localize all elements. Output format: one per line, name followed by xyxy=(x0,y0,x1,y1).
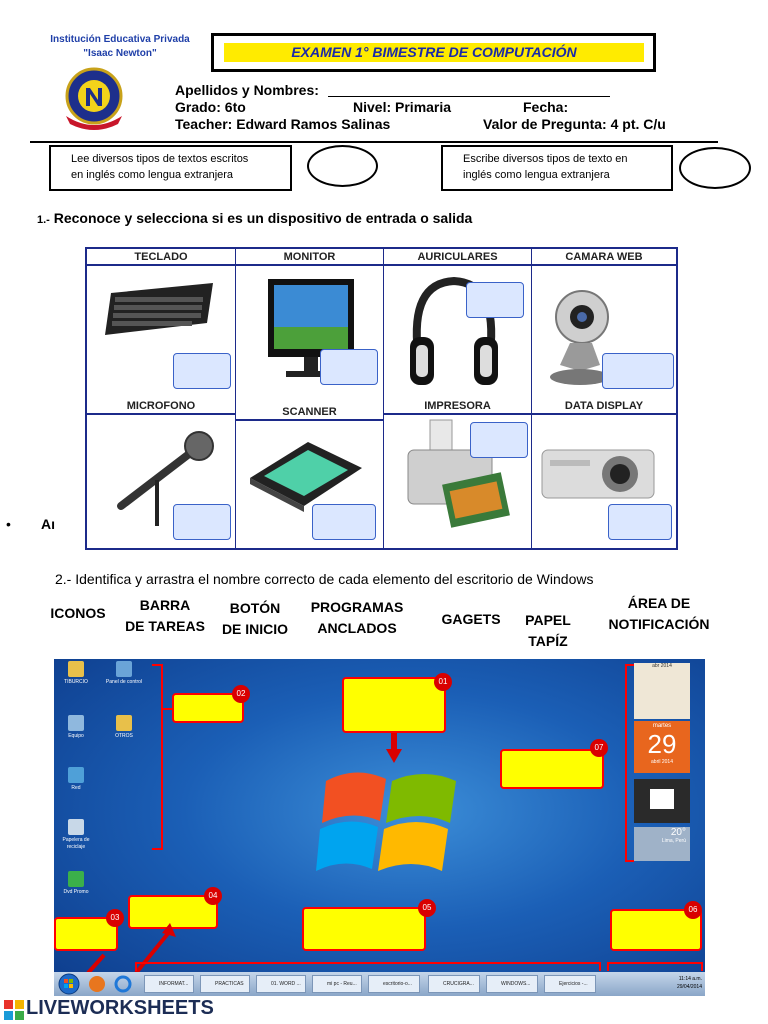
exam-title: EXAMEN 1° BIMESTRE DE COMPUTACIÓN xyxy=(224,43,644,62)
device-cell-keyboard: TECLADO xyxy=(87,249,235,398)
bracket-icons xyxy=(148,663,178,853)
question-2: 2.- Identifica y arrastra el nombre correcto de cada elemento del escritorio de Windows xyxy=(55,571,594,587)
bullet-text: Aı xyxy=(41,516,55,532)
desktop-icon-dvd[interactable]: Dvd Promo xyxy=(56,871,96,896)
weather-gadget[interactable]: 20° Lima, Perú xyxy=(634,827,690,861)
liveworksheets-brand: LIVEWORKSHEETS xyxy=(26,997,214,1019)
device-cell-headphones: AURICULARES xyxy=(383,249,531,398)
score-oval-1[interactable] xyxy=(307,145,378,187)
question-1: 1.- Reconoce y selecciona si es un dispositivo de entrada o salida xyxy=(37,210,473,226)
badge-05: 05 xyxy=(418,899,436,917)
badge-06: 06 xyxy=(684,901,702,919)
criterion-box-2: Escribe diversos tipos de texto en inglés como lengua extranjera xyxy=(441,145,673,191)
answer-box-keyboard[interactable] xyxy=(173,353,231,389)
school-logo xyxy=(62,66,126,134)
scanner-image xyxy=(244,432,366,512)
drop-box-07[interactable] xyxy=(500,749,604,789)
device-cell-monitor: MONITOR xyxy=(235,249,383,398)
exam-title-box xyxy=(211,33,656,72)
projector-image xyxy=(538,440,662,506)
score-oval-2[interactable] xyxy=(679,147,751,189)
recycle-bin-icon xyxy=(68,819,84,835)
answer-box-microphone[interactable] xyxy=(173,504,231,540)
network-icon xyxy=(68,767,84,783)
word-papel-tapiz[interactable]: PAPEL TAPÍZ xyxy=(525,612,571,649)
device-cell-microphone: MICROFONO xyxy=(87,398,235,548)
level-label: Nivel: Primaria xyxy=(353,99,452,115)
word-area-de-notificacion[interactable]: ÁREA DE NOTIFICACIÓN xyxy=(608,595,710,632)
word-iconos[interactable]: ICONOS xyxy=(50,605,106,621)
grade-label: Grado: 6to xyxy=(175,99,246,115)
folder-icon xyxy=(116,715,132,731)
badge-03: 03 xyxy=(106,909,124,927)
computer-icon xyxy=(68,715,84,731)
date-gadget[interactable]: martes 29 abril 2014 xyxy=(634,721,690,773)
calendar-gadget[interactable]: abr 2014 xyxy=(634,663,690,719)
word-programas-anclados[interactable]: PROGRAMAS ANCLADOS xyxy=(310,599,404,636)
taskbar-item-8[interactable]: Ejercicios -... xyxy=(544,975,596,993)
desktop-icon-equipo[interactable]: Equipo xyxy=(56,715,96,740)
badge-04: 04 xyxy=(204,887,222,905)
name-line[interactable] xyxy=(328,96,610,97)
taskbar-item-4[interactable]: mi pc - Reu... xyxy=(312,975,362,993)
taskbar xyxy=(54,972,705,996)
desktop-icon-panel-de-control[interactable]: Panel de control xyxy=(104,661,144,686)
bracket-notification xyxy=(606,959,704,973)
badge-02: 02 xyxy=(232,685,250,703)
device-cell-projector: DATA DISPLAY xyxy=(531,398,676,548)
taskbar-item-2[interactable]: PRACTICAS xyxy=(200,975,250,993)
taskbar-item-1[interactable]: INFORMAT... xyxy=(144,975,194,993)
desktop-icon-tiburcio[interactable]: TIBURCIO xyxy=(56,661,96,686)
taskbar-item-5[interactable]: escritorio-o... xyxy=(368,975,420,993)
system-clock[interactable]: 11:14 a.m. 29/04/2014 xyxy=(676,976,702,990)
answer-box-webcam[interactable] xyxy=(602,353,674,389)
header-divider xyxy=(30,141,718,143)
browser-icon[interactable] xyxy=(88,975,106,993)
word-barra-de-tareas[interactable]: BARRA DE TAREAS xyxy=(125,597,205,634)
taskbar-item-6[interactable]: CRUCIGRA... xyxy=(428,975,480,993)
slideshow-gadget[interactable] xyxy=(634,779,690,823)
value-label: Valor de Pregunta: 4 pt. C/u xyxy=(483,116,666,132)
badge-07: 07 xyxy=(590,739,608,757)
desktop-icon-otros[interactable]: OTROS xyxy=(104,715,144,740)
liveworksheets-logo-icon xyxy=(4,1000,24,1020)
taskbar-item-7[interactable]: WINDOWS... xyxy=(486,975,538,993)
teacher-label: Teacher: Edward Ramos Salinas xyxy=(175,116,391,132)
desktop-icon-papelera[interactable]: Papelera de reciclaje xyxy=(56,819,96,851)
date-label: Fecha: xyxy=(523,99,569,115)
drop-box-05[interactable] xyxy=(302,907,426,951)
drop-box-01[interactable] xyxy=(342,677,446,733)
start-orb-icon[interactable] xyxy=(58,973,80,995)
control-panel-icon xyxy=(116,661,132,677)
device-cell-webcam: CAMARA WEB xyxy=(531,249,676,398)
answer-box-printer[interactable] xyxy=(470,422,528,458)
windows-desktop xyxy=(54,659,705,996)
word-boton-de-inicio[interactable]: BOTÓN DE INICIO xyxy=(221,600,289,637)
name-label: Apellidos y Nombres: xyxy=(175,82,319,98)
bracket-taskbar xyxy=(134,959,604,973)
answer-box-headphones[interactable] xyxy=(466,282,524,318)
arrow-down-icon xyxy=(386,733,402,763)
device-grid xyxy=(85,247,678,550)
dvd-icon xyxy=(68,871,84,887)
answer-box-monitor[interactable] xyxy=(320,349,378,385)
answer-box-scanner[interactable] xyxy=(312,504,376,540)
folder-icon xyxy=(68,661,84,677)
taskbar-item-3[interactable]: 01. WORD ... xyxy=(256,975,306,993)
internet-explorer-icon[interactable] xyxy=(114,975,132,993)
device-cell-scanner: SCANNER xyxy=(235,398,383,548)
badge-01: 01 xyxy=(434,673,452,691)
criterion-box-1: Lee diversos tipos de textos escritos en inglés como lengua extranjera xyxy=(49,145,292,191)
institution-name: Institución Educativa Privada "Isaac Newton" xyxy=(50,34,190,59)
device-cell-printer: IMPRESORA xyxy=(383,398,531,548)
bullet-point: • xyxy=(6,516,11,532)
word-gagets[interactable]: GAGETS xyxy=(441,611,501,627)
answer-box-projector[interactable] xyxy=(608,504,672,540)
desktop-icon-red[interactable]: Red xyxy=(56,767,96,792)
windows-logo xyxy=(316,751,466,901)
keyboard-image xyxy=(101,275,217,343)
